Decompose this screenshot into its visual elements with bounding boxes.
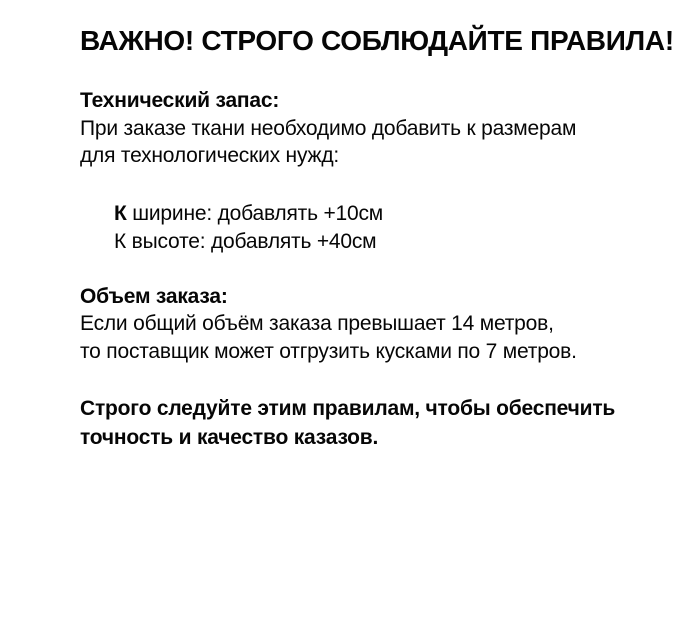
- tech-reserve-line-2: для технологических нужд:: [80, 144, 340, 167]
- tech-reserve-section: [80, 87, 665, 170]
- order-volume-heading: Объем заказа:: [80, 284, 228, 308]
- spacer: [80, 170, 665, 200]
- width-allowance-bold-prefix: К: [114, 201, 127, 225]
- order-volume-line-2: то поставщик может отгрузить кусками по 7 метров.: [80, 339, 577, 363]
- order-volume-line-1: Если общий объём заказа превышает 14 метров,: [80, 312, 554, 335]
- height-allowance-line: К высоте: добавлять +40см: [114, 229, 377, 253]
- page-title: ВАЖНО! СТРОГО СОБЛЮДАЙТЕ ПРАВИЛА!: [80, 25, 674, 56]
- order-volume-section: [80, 283, 665, 366]
- spacer: [80, 256, 665, 283]
- spacer: [80, 365, 665, 395]
- footer-warning: [80, 395, 665, 452]
- width-allowance-line: [114, 200, 665, 228]
- footer-warning-line-2: точность и качество казазов.: [80, 425, 379, 449]
- allowances-block: [80, 200, 665, 256]
- tech-reserve-heading: Технический запас:: [80, 89, 280, 112]
- tech-reserve-line-1: При заказе ткани необходимо добавить к размерам: [80, 116, 577, 140]
- width-allowance-text: ширине: добавлять +10см: [126, 201, 384, 225]
- footer-warning-line-1: Строго следуйте этим правилам, чтобы обеспечить: [80, 397, 616, 420]
